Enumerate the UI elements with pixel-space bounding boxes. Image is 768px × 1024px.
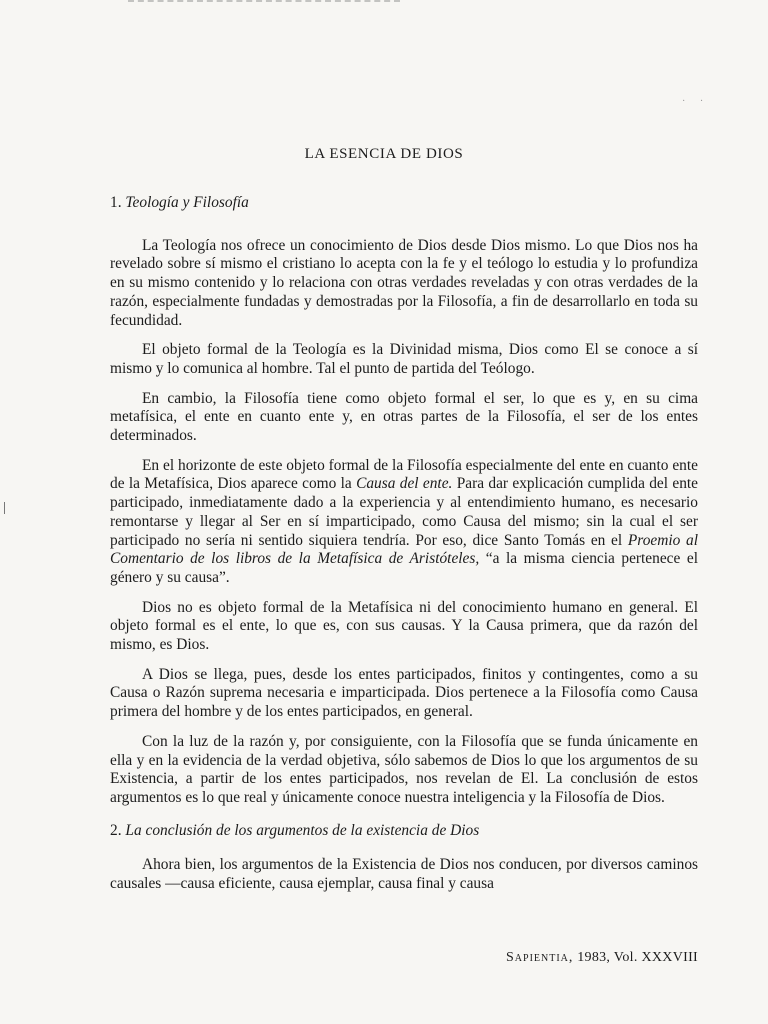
footer-details: 1983, Vol. XXXVIII — [577, 950, 698, 965]
scan-speck: · · — [682, 96, 710, 107]
paragraph-4-italic-2: Proemio al Comentario de los libros de la Metafísica de Aristóteles, — [110, 531, 698, 568]
paragraph-4-part-a: En el horizonte de este objeto formal de la Filosofía especialmente del ente en cuanto ente de la Metafísica, Dios aparece como la — [110, 456, 698, 493]
paragraph-4-part-b: Para dar explicación cumplida del ente participado, inmediatamente dado a la experiencia y al entendimiento humano, es necesario remontarse y llegar al Ser en sí imparticipado, como Causa del mismo; sin la cual el ser participado no sería ni sentido siquiera tendría. Por eso, dice Santo Tomás en el — [110, 475, 699, 549]
paragraph-5: Dios no es objeto formal de la Metafísica ni del conocimiento humano en general. El objeto formal es el ente, lo que es, con sus causas. Y la Causa primera, que da razón del mismo, es Dios. — [110, 598, 698, 654]
paragraph-3: En cambio, la Filosofía tiene como objeto formal el ser, lo que es y, en su cima metafísica, el ente en cuanto ente y, en otras partes de la Filosofía, el ser de los entes determinados. — [110, 389, 698, 445]
footer-journal: Sapientia, — [506, 950, 574, 965]
article-title: LA ESENCIA DE DIOS — [304, 146, 464, 162]
section-2-heading — [110, 822, 698, 841]
margin-mark — [4, 502, 5, 514]
paragraph-4 — [110, 457, 698, 588]
top-rule — [128, 0, 400, 4]
article-body — [110, 194, 698, 905]
paragraph-7: Con la luz de la razón y, por consiguiente, con la Filosofía que se funda únicamente en ella y en la evidencia de la verdad objetiva, sólo sabemos de Dios lo que los argumentos de su Existencia, a partir de los entes participados, nos revelan de El. La conclusión de estos argumentos es lo que real y únicamente conoce nuestra inteligencia y la Filosofía de Dios. — [110, 732, 698, 806]
paragraph-8: Ahora bien, los argumentos de la Existencia de Dios nos conducen, por diversos caminos causales —causa eficiente, causa ejemplar, causa final y causa — [110, 856, 698, 893]
paragraph-4-italic-1: Causa del ente. — [356, 475, 453, 493]
footer-citation — [506, 950, 698, 966]
paragraph-4-part-c: “a la misma ciencia pertenece el género y su causa”. — [110, 550, 698, 586]
section-2-title: La conclusión de los argumentos de la existencia de Dios — [125, 821, 480, 839]
paragraph-6: A Dios se llega, pues, desde los entes participados, finitos y contingentes, como a su Causa o Razón suprema necesaria e imparticipada. Dios pertenece a la Filosofía como Causa primera del hombre y de los entes participados, en general. — [110, 665, 698, 721]
section-1-title: Teología y Filosofía — [125, 194, 249, 211]
paragraph-1: La Teología nos ofrece un conocimiento de Dios desde Dios mismo. Lo que Dios nos ha revelado sobre sí mismo el cristiano lo acepta con la fe y el teólogo lo estudia y lo profundiza en su mismo contenido y lo relaciona con otras verdades reveladas y con otras verdades de la razón, especialmente fundadas y demostradas por la Filosofía, a fin de desarrollarlo en toda su fecundidad. — [110, 236, 698, 329]
paragraph-2: El objeto formal de la Teología es la Divinidad misma, Dios como El se conoce a sí mismo y lo comunica al hombre. Tal el punto de partida del Teólogo. — [110, 341, 698, 377]
section-2-number: 2. — [110, 821, 122, 839]
section-1-number: 1. — [110, 194, 122, 211]
section-1-heading — [110, 194, 698, 213]
